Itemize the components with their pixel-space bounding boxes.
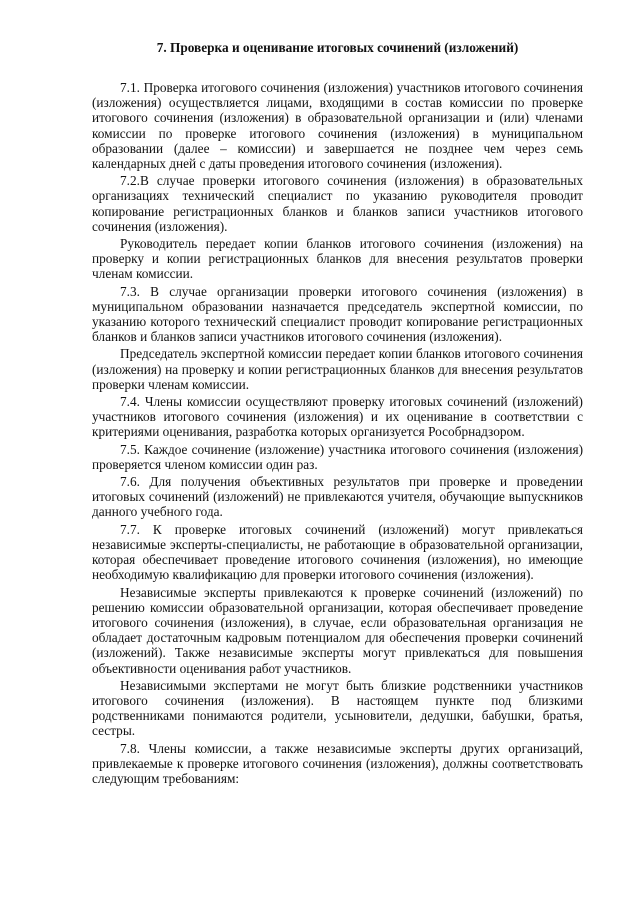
- paragraph-7-5: 7.5. Каждое сочинение (изложение) участника итогового сочинения (изложения) проверяется членом комиссии один раз.: [92, 441, 583, 472]
- paragraph-7-7: 7.7. К проверке итоговых сочинений (изложений) могут привлекаться независимые эксперты-специалисты, не работающие в образовательной организации, которая обеспечивает проведение итогового сочинения (изложения), но имеющие необходимую квалификацию для проверки итогового сочинения (изложения).: [92, 521, 583, 583]
- paragraph-7-4: 7.4. Члены комиссии осуществляют проверку итоговых сочинений (изложений) участников итогового сочинения (изложения) и их оценивание в соответствии с критериями оценивания, разработка которых организуется Рособрнадзором.: [92, 394, 583, 440]
- paragraph-7-3: 7.3. В случае организации проверки итогового сочинения (изложения) в муниципальном образовании назначается председатель экспертной комиссии, по указанию которого технический специалист проводит копирование регистрационных бланков и бланков записи участников итогового сочинения (изложения).: [92, 283, 583, 345]
- section-title: 7. Проверка и оценивание итоговых сочинений (изложений): [156, 40, 519, 55]
- paragraph-7-1: 7.1. Проверка итогового сочинения (изложения) участников итогового сочинения (изложения) осуществляется лицами, входящими в состав комиссии по проверке итогового сочинения (изложения) в образовательной организации и (или) членами комиссии по проверке итогового сочинения (изложения) в муниципальном образовании (далее – комиссии) и завершается не позднее чем через семь календарных дней с даты проведения итогового сочинения (изложения).: [92, 80, 583, 172]
- paragraph-7-7-relatives: Независимыми экспертами не могут быть близкие родственники участников итогового сочинения (изложения). В настоящем пункте под близкими родственниками понимаются родители, усыновители, дедушки, бабушки, братья, сестры.: [92, 677, 583, 739]
- paragraph-7-2-head: Руководитель передает копии бланков итогового сочинения (изложения) на проверку и копии регистрационных бланков для внесения результатов проверки членам комиссии.: [92, 236, 583, 282]
- paragraph-7-2: 7.2.В случае проверки итогового сочинения (изложения) в образовательных организациях технический специалист по указанию руководителя проводит копирование регистрационных бланков и бланков записи участников итогового сочинения (изложения).: [92, 173, 583, 234]
- paragraph-7-6: 7.6. Для получения объективных результатов при проверке и проведении итоговых сочинений (изложений) не привлекаются учителя, обучающие выпускников данного учебного года.: [92, 474, 583, 520]
- paragraph-7-8: 7.8. Члены комиссии, а также независимые эксперты других организаций, привлекаемые к проверке итогового сочинения (изложения), должны соответствовать следующим требованиям:: [92, 740, 583, 786]
- paragraph-7-7-experts: Независимые эксперты привлекаются к проверке сочинений (изложений) по решению комиссии образовательной организации, которая обеспечивает проведение итогового сочинения (изложения), в случае, если образовательная организация не обладает достаточным кадровым потенциалом для обеспечения проверки сочинений (изложений). Также независимые эксперты могут привлекаться для повышения объективности оценивания работ участников.: [92, 584, 583, 676]
- paragraph-7-3-chair: Председатель экспертной комиссии передает копии бланков итогового сочинения (изложения) на проверку и копии регистрационных бланков для внесения результатов проверки членам комиссии.: [92, 346, 583, 392]
